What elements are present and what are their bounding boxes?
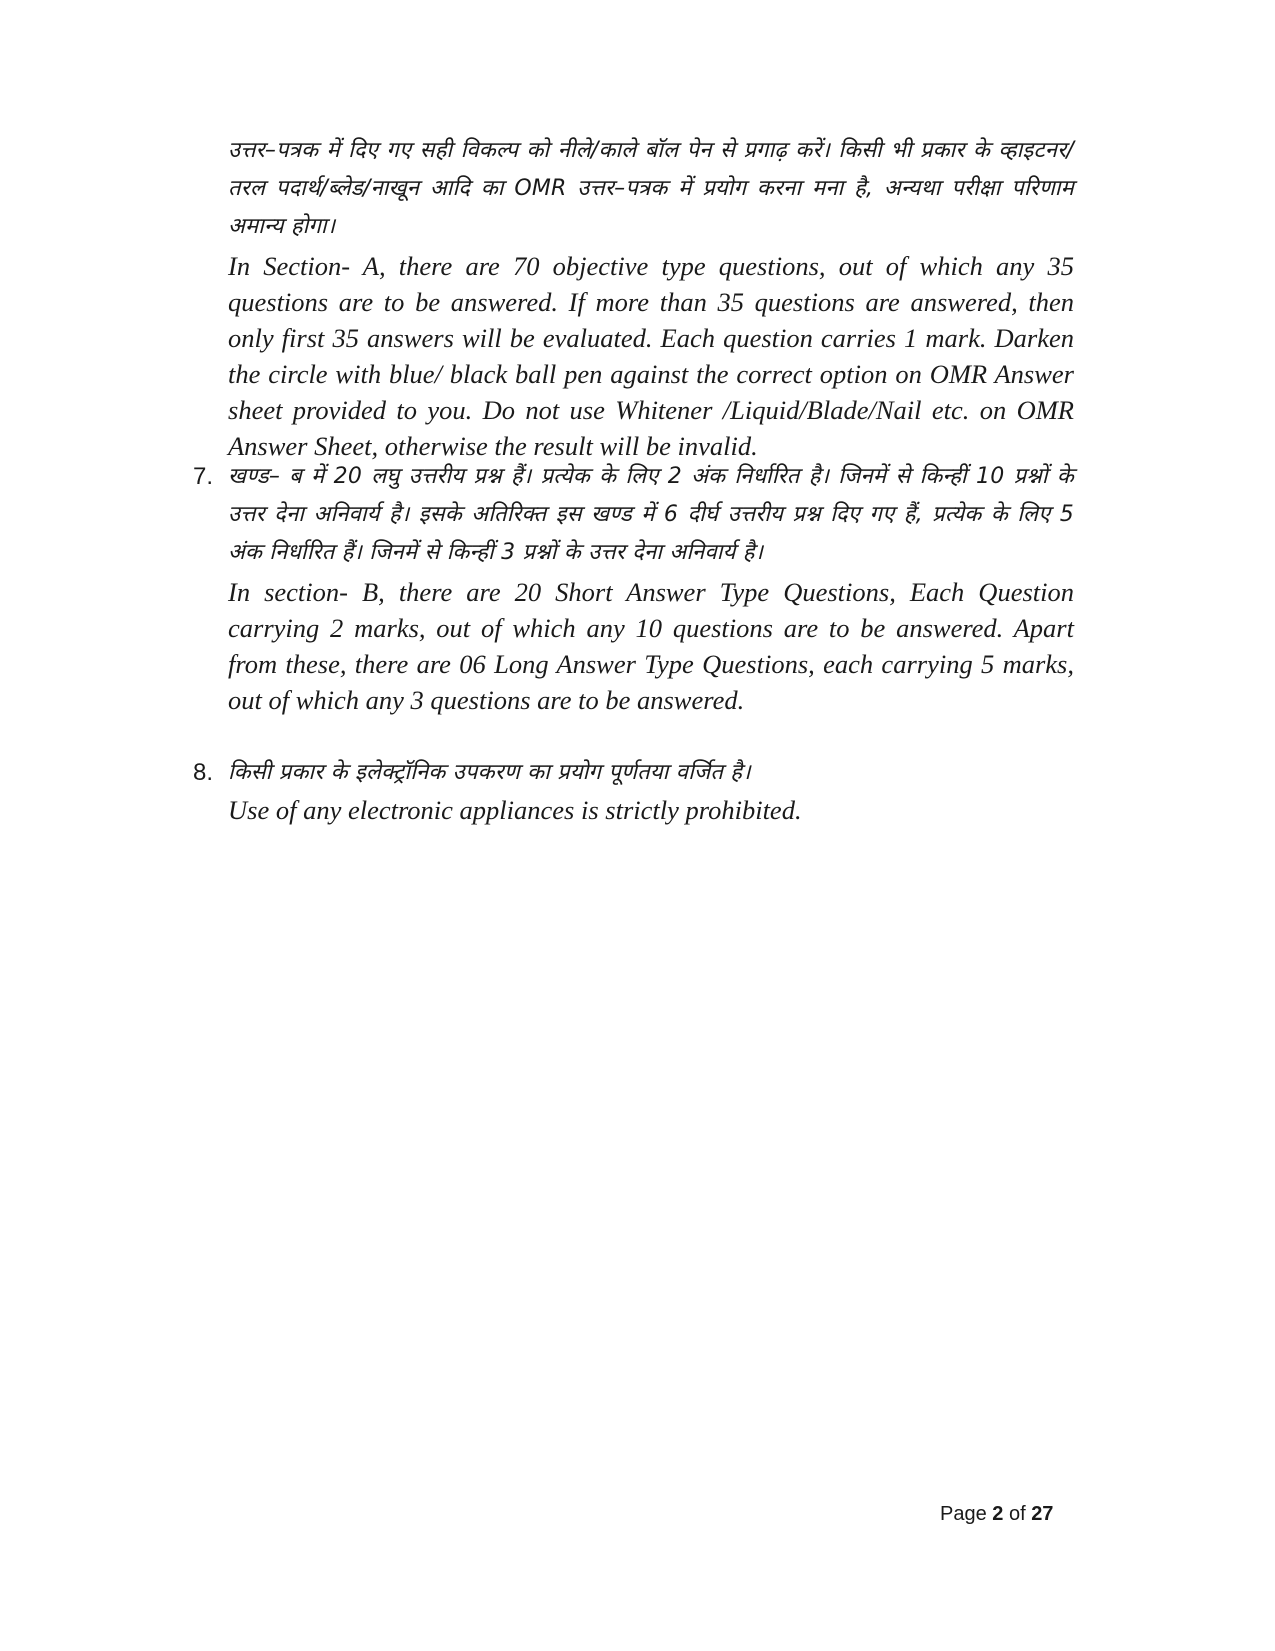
item-8-number: 8. <box>193 759 214 786</box>
item-6-english-text: In Section- A, there are 70 objective type questions, out of which any 35 questions are to be answered. If more than 35 questions are answered, then only first 35 answers will be evaluated. Each question carries 1 mark. Darken the circle with blue/ black ball pen against the correct option on OMR Answer sheet provided to you. Do not use Whitener /Liquid/Blade/Nail etc. on OMR Answer Sheet, otherwise the result will be invalid. <box>228 251 1074 461</box>
item-7-hindi-text: खण्ड– ब में 20 लघु उत्तरीय प्रश्न हैं। प्रत्येक के लिए 2 अंक निर्धारित है। जिनमें से किन्हीं 10 प्रश्नों के उत्तर देना अनिवार्य है। इसके अतिरिक्त इस खण्ड में 6 दीर्घ उत्तरीय प्रश्न दिए गए हैं, प्रत्येक के लिए 5 अंक निर्धारित हैं। जिनमें से किन्हीं 3 प्रश्नों के उत्तर देना अनिवार्य है। <box>228 464 1074 565</box>
item-7-english-text: In section- B, there are 20 Short Answer Type Questions, Each Question carrying 2 marks, out of which any 10 questions are to be answered. Apart from these, there are 06 Long Answer Type Questions, each carrying 5 marks, out of which any 3 questions are to be answered. <box>228 577 1074 715</box>
item-8-english-text: Use of any electronic appliances is strictly prohibited. <box>228 795 802 825</box>
item-6-continuation <box>228 132 1074 464</box>
page-number <box>940 1500 1053 1528</box>
item-7 <box>228 458 1074 718</box>
page-number-prefix: Page <box>940 1503 993 1525</box>
page-number-separator: of <box>1003 1503 1032 1525</box>
page-number-current: 2 <box>992 1503 1004 1525</box>
item-8-hindi-text: किसी प्रकार के इलेक्ट्रॉनिक उपकरण का प्रयोग पूर्णतया वर्जित है। <box>228 760 751 785</box>
item-8 <box>228 754 1074 828</box>
item-6-hindi-text: उत्तर–पत्रक में दिए गए सही विकल्प को नीले/काले बॉल पेन से प्रगाढ़ करें। किसी भी प्रकार के व्हाइटनर/तरल पदार्थ/ब्लेड/नाखून आदि का OMR उत्तर–पत्रक में प्रयोग करना मना है, अन्यथा परीक्षा परिणाम अमान्य होगा। <box>228 138 1074 239</box>
page-number-total: 27 <box>1031 1503 1054 1525</box>
item-7-number: 7. <box>193 463 214 490</box>
